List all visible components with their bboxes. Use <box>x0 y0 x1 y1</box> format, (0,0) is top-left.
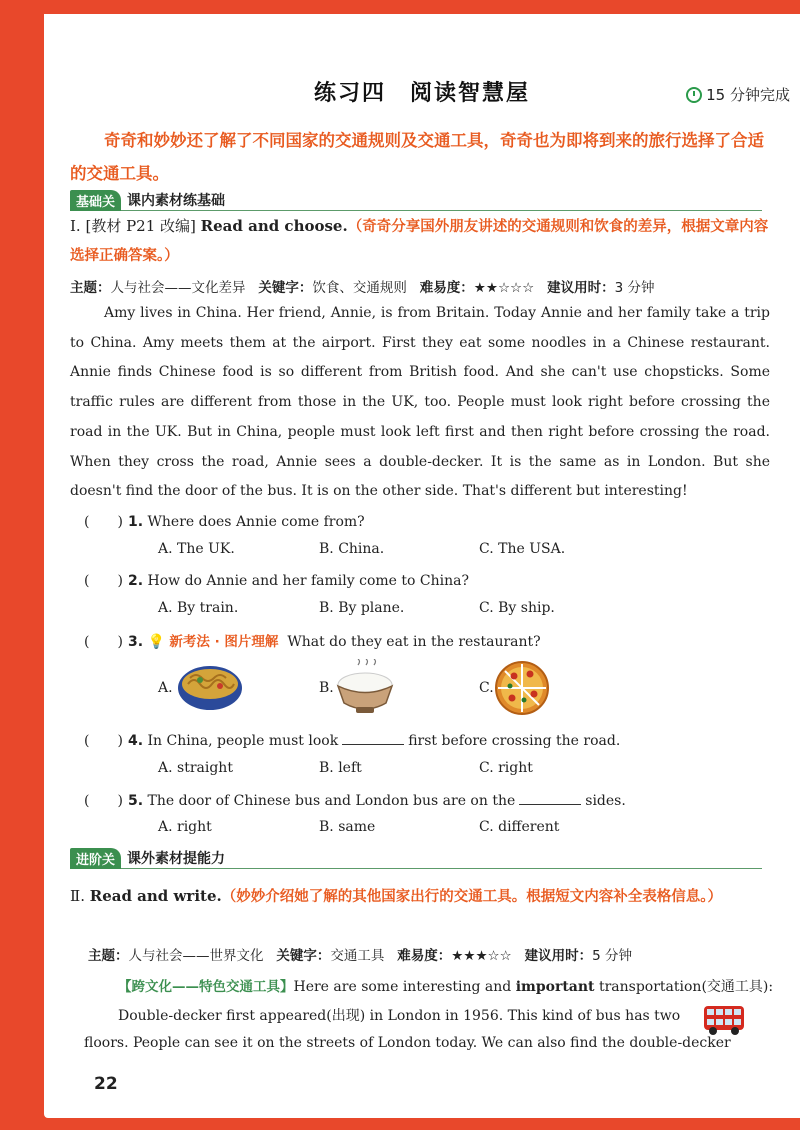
noodles-icon[interactable] <box>176 664 244 714</box>
question-text: How do Annie and her family come to China? <box>147 573 469 589</box>
meta-keyword: 交通工具 <box>330 948 385 964</box>
section1-instruction: Read and choose. <box>200 217 348 235</box>
question-text-end: sides. <box>585 793 626 809</box>
q5-option-c[interactable]: C. different <box>479 819 560 835</box>
meta-time-label: 建议用时： <box>524 948 593 964</box>
clock-icon <box>686 87 702 103</box>
question-text-end: first before crossing the road. <box>408 733 621 749</box>
question-tip: 新考法 · 图片理解 <box>169 634 279 650</box>
meta-time: 5 分钟 <box>592 948 633 964</box>
answer-blank[interactable]: ( ) <box>84 573 123 589</box>
section1-subtitle: 课内素材练基础 <box>127 193 226 209</box>
question-number: 5. <box>128 793 144 809</box>
answer-blank[interactable]: ( ) <box>84 634 123 650</box>
q4-option-c[interactable]: C. right <box>479 760 533 776</box>
section2-intro <box>118 975 773 996</box>
question-2 <box>84 570 469 590</box>
meta-difficulty: ★★★☆☆ <box>451 948 512 964</box>
question-text: The door of Chinese bus and London bus are on the <box>147 793 516 809</box>
section1-passage: Amy lives in China. Her friend, Annie, is from Britain. Today Annie and her family take a trip to China. Amy meets them at the airport. First they eat some noodles in a Chinese restaurant. Annie finds Chinese food is so different from British food. And she can't use chopsticks. Some traffic rules are different from those in the UK, too. People must look right before crossing the road in the UK. But in China, people must look left first and then right before crossing the road. When they cross the road, Annie sees a double-decker. It is the same as in London. But she doesn't find the door of the bus. It is on the other side. That's different but interesting! <box>70 305 770 500</box>
q1-option-a[interactable]: A. The UK. <box>158 541 235 557</box>
q4-option-a[interactable]: A. straight <box>158 760 233 776</box>
intro-bold: important <box>515 979 595 995</box>
question-number: 2. <box>128 573 144 589</box>
question-text: In China, people must look <box>147 733 339 749</box>
q1-option-b[interactable]: B. China. <box>319 541 385 557</box>
fill-blank[interactable] <box>519 790 581 805</box>
section1-instructions <box>70 212 772 270</box>
meta-keyword-label: 关键字： <box>258 280 313 296</box>
q1-option-c[interactable]: C. The USA. <box>479 541 566 557</box>
meta-time-label: 建议用时： <box>547 280 615 296</box>
section1-note: （奇奇分享国外朋友讲述的交通规则和饮食的差异，根据文章内容选择正确答案。） <box>70 219 769 264</box>
answer-blank[interactable]: ( ) <box>84 793 123 809</box>
meta-keyword-label: 关键字： <box>276 948 331 964</box>
q5-option-a[interactable]: A. right <box>158 819 212 835</box>
section1-label: Ⅰ. [教材 P21 改编] <box>70 217 201 235</box>
section2-note: （妙妙介绍她了解的其他国家出行的交通工具。根据短文内容补全表格信息。） <box>221 889 722 905</box>
page-number: 22 <box>94 1074 118 1094</box>
fill-blank[interactable] <box>342 730 404 745</box>
intro-text-b: transportation(交通工具): <box>594 979 774 995</box>
q2-option-c[interactable]: C. By ship. <box>479 600 555 616</box>
timer-label <box>686 84 790 105</box>
page-sheet <box>44 14 800 1118</box>
q2-option-b[interactable]: B. By plane. <box>319 600 405 616</box>
q5-option-b[interactable]: B. same <box>319 819 376 835</box>
section2-header <box>70 848 762 869</box>
section2-subtitle: 课外素材提能力 <box>127 851 226 867</box>
meta-theme: 人与社会——文化差异 <box>110 280 246 296</box>
q3-option-c-label[interactable]: C. <box>479 680 494 696</box>
page-title: 练习四 阅读智慧屋 <box>313 81 530 106</box>
question-text: What do they eat in the restaurant? <box>287 634 541 650</box>
section2-para-line1: Double-decker first appeared(出现) in London in 1956. This kind of bus has two <box>118 1008 681 1024</box>
meta-time: 3 分钟 <box>614 280 655 296</box>
intro-text: 奇奇和妙妙还了解了不同国家的交通规则及交通工具，奇奇也为即将到来的旅行选择了合适的交通工具。 <box>70 131 764 183</box>
question-3 <box>84 630 541 651</box>
question-number: 1. <box>128 514 144 530</box>
lightbulb-icon: 💡 <box>147 634 165 650</box>
q2-option-a[interactable]: A. By train. <box>158 600 239 616</box>
question-number: 4. <box>128 733 144 749</box>
section2-instructions <box>70 882 772 911</box>
section1-tag: 基础关 <box>70 190 121 211</box>
answer-blank[interactable]: ( ) <box>84 514 123 530</box>
section1-meta <box>70 276 770 296</box>
meta-difficulty: ★★☆☆☆ <box>473 280 535 296</box>
double-decker-bus-icon <box>702 1004 746 1036</box>
question-text: Where does Annie come from? <box>147 514 365 530</box>
meta-theme: 人与社会——世界文化 <box>128 948 264 964</box>
section1-header <box>70 190 762 211</box>
section2-label: Ⅱ. <box>70 887 90 905</box>
section2-meta <box>88 944 770 964</box>
meta-theme-label: 主题： <box>88 948 129 964</box>
question-4 <box>84 730 620 750</box>
meta-difficulty-label: 难易度： <box>397 948 452 964</box>
q3-option-a-label[interactable]: A. <box>158 680 173 696</box>
meta-theme-label: 主题： <box>70 280 111 296</box>
question-number: 3. <box>128 634 144 650</box>
intro-text-a: Here are some interesting and <box>293 979 516 995</box>
question-1 <box>84 511 365 531</box>
answer-blank[interactable]: ( ) <box>84 733 123 749</box>
culture-tag: 【跨文化——特色交通工具】 <box>118 979 294 995</box>
section2-tag: 进阶关 <box>70 848 121 869</box>
section2-para-line2: floors. People can see it on the streets of London today. We can also find the double-decker <box>84 1035 731 1051</box>
q4-option-b[interactable]: B. left <box>319 760 362 776</box>
section2-instruction: Read and write. <box>89 887 222 905</box>
meta-difficulty-label: 难易度： <box>419 280 474 296</box>
q3-option-b-label[interactable]: B. <box>319 680 334 696</box>
meta-keyword: 饮食、交通规则 <box>312 280 407 296</box>
rice-bowl-icon[interactable] <box>334 659 396 717</box>
pizza-icon[interactable] <box>494 660 550 716</box>
question-5 <box>84 790 626 810</box>
timer-text: 15 分钟完成 <box>706 86 790 104</box>
